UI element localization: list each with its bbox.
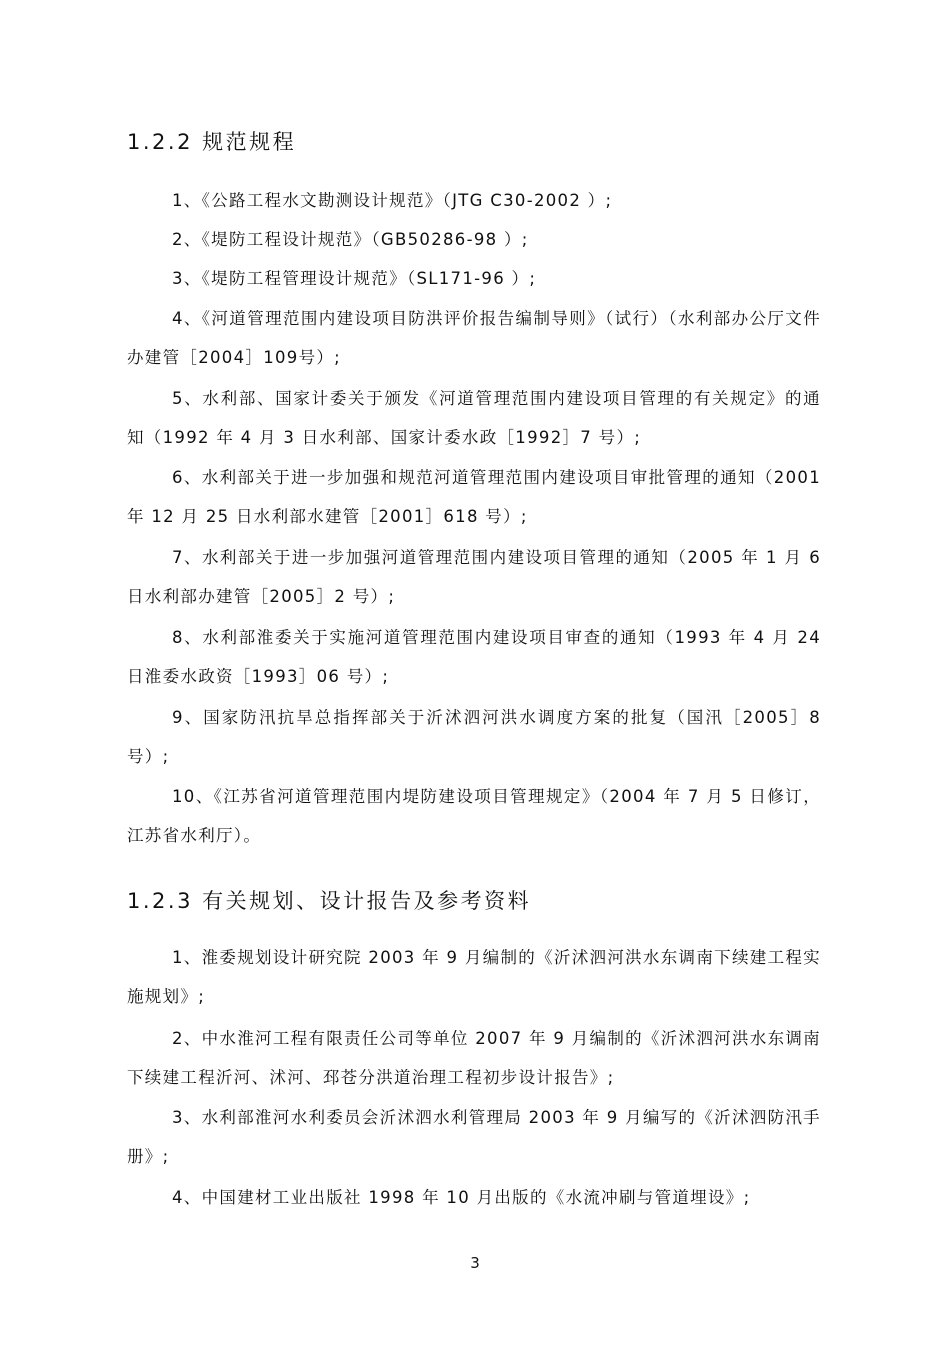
list-item: 4、中国建材工业出版社 1998 年 10 月出版的《水流冲刷与管道埋设》; <box>172 1188 751 1207</box>
list-item: 5、水利部、国家计委关于颁发《河道管理范围内建设项目管理的有关规定》的通知（1992 年 4 月 3 日水利部、国家计委水政［1992］7 号）; <box>127 389 821 447</box>
list-item: 10、《江苏省河道管理范围内堤防建设项目管理规定》（2004 年 7 月 5 日修订，江苏省水利厅）。 <box>127 787 821 845</box>
list-item: 2、中水淮河工程有限责任公司等单位 2007 年 9 月编制的《沂沭泗河洪水东调南下续建工程沂河、沭河、邳苍分洪道治理工程初步设计报告》; <box>127 1029 821 1087</box>
list-item: 8、水利部淮委关于实施河道管理范围内建设项目审查的通知（1993 年 4 月 24 日淮委水政资［1993］06 号）; <box>127 628 821 686</box>
list-item: 3、水利部淮河水利委员会沂沭泗水利管理局 2003 年 9 月编写的《沂沭泗防汛手册》; <box>127 1108 821 1166</box>
list-item: 9、国家防汛抗旱总指挥部关于沂沭泗河洪水调度方案的批复（国汛［2005］8 号）; <box>127 708 821 766</box>
list-item: 7、水利部关于进一步加强河道管理范围内建设项目管理的通知（2005 年 1 月 6 日水利部办建管［2005］2 号）; <box>127 548 821 606</box>
section-heading-1-2-3: 1.2.3 有关规划、设计报告及参考资料 <box>127 889 532 913</box>
page-number: 3 <box>470 1254 480 1272</box>
list-item: 3、《堤防工程管理设计规范》（SL171-96 ）; <box>172 269 537 288</box>
list-item: 6、水利部关于进一步加强和规范河道管理范围内建设项目审批管理的通知（2001 年 12 月 25 日水利部水建管［2001］618 号）; <box>127 468 821 526</box>
list-item: 2、《堤防工程设计规范》（GB50286-98 ）; <box>172 230 529 249</box>
list-item: 4、《河道管理范围内建设项目防洪评价报告编制导则》（试行）（水利部办公厅文件办建管［2004］109号）; <box>127 309 821 367</box>
list-item: 1、淮委规划设计研究院 2003 年 9 月编制的《沂沭泗河洪水东调南下续建工程实施规划》; <box>127 948 821 1006</box>
section-heading-1-2-2: 1.2.2 规范规程 <box>127 130 297 154</box>
list-item: 1、《公路工程水文勘测设计规范》（JTG C30-2002 ）; <box>172 191 613 210</box>
